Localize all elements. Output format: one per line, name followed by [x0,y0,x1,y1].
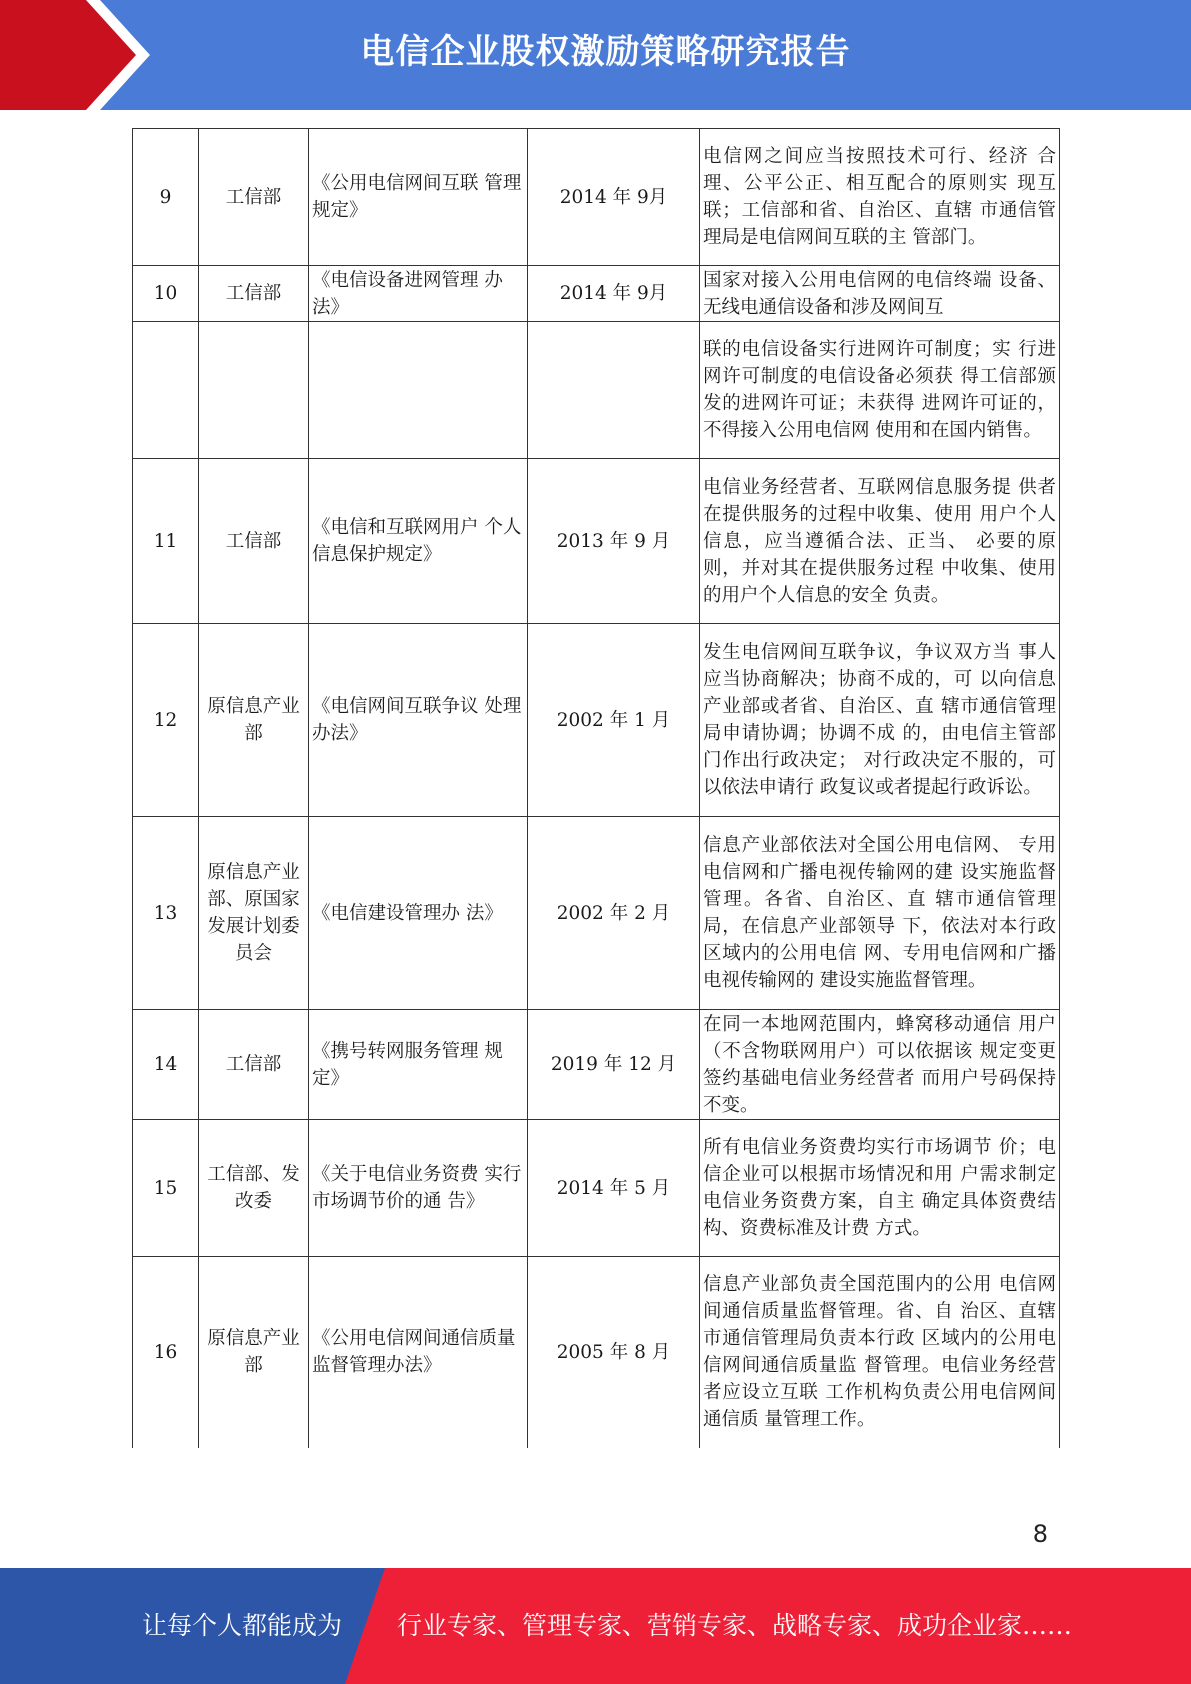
regulation-name: 《电信和互联网用户 个人信息保护规定》 [309,459,528,624]
effective-date: 2013 年 9 月 [528,459,700,624]
regulation-summary: 电信网之间应当按照技术可行、经济 合理、公平公正、相互配合的原则实 现互联；工信部和省、自治区、直辖 市通信管理局是电信网间互联的主 管部门。 [700,129,1060,266]
document-title: 电信企业股权激励策略研究报告 [360,32,851,72]
table-row [133,459,1060,624]
row-number [133,322,199,459]
issuing-department: 原信息产业部 [199,624,309,817]
effective-date: 2002 年 1 月 [528,624,700,817]
issuing-department: 工信部、发改委 [199,1120,309,1257]
issuing-department: 工信部 [199,459,309,624]
regulation-name [309,322,528,459]
page-number: 8 [1032,1520,1048,1548]
table-row [133,1010,1060,1120]
effective-date: 2002 年 2 月 [528,817,700,1010]
regulation-summary: 发生电信网间互联争议，争议双方当 事人应当协商解决；协商不成的，可 以向信息产业部或者省、自治区、直 辖市通信管理局申请协调；协调不成 的，由电信主管部门作出行政决定； 对行政决定不服的，可以依法申请行 政复议或者提起行政诉讼。 [700,624,1060,817]
regulation-name: 《电信设备进网管理 办法》 [309,266,528,322]
effective-date: 2014 年 9月 [528,129,700,266]
issuing-department: 工信部 [199,266,309,322]
issuing-department: 工信部 [199,129,309,266]
issuing-department: 原信息产业部、原国家发展计划委员会 [199,817,309,1010]
row-number: 12 [133,624,199,817]
issuing-department: 原信息产业部 [199,1257,309,1448]
regulation-summary: 信息产业部负责全国范围内的公用 电信网间通信质量监督管理。省、自 治区、直辖市通信管理局负责本行政 区域内的公用电信网间通信质量监 督管理。电信业务经营者应设立互联 工作机构负责公用电信网间通信质 量管理工作。 [700,1257,1060,1448]
table-row [133,624,1060,817]
footer-slogan-left: 让每个人都能成为 [142,1611,343,1640]
issuing-department: 工信部 [199,1010,309,1120]
table-row [133,817,1060,1010]
table-row [133,322,1060,459]
regulation-name: 《电信建设管理办 法》 [309,817,528,1010]
regulation-summary: 在同一本地网范围内，蜂窝移动通信 用户（不含物联网用户）可以依据该 规定变更签约基础电信业务经营者 而用户号码保持不变。 [700,1010,1060,1120]
page-footer [0,1568,1191,1684]
row-number: 9 [133,129,199,266]
row-number: 13 [133,817,199,1010]
regulation-name: 《公用电信网间互联 管理规定》 [309,129,528,266]
regulation-summary: 联的电信设备实行进网许可制度；实 行进网许可制度的电信设备必须获 得工信部颁发的进网许可证；未获得 进网许可证的，不得接入公用电信网 使用和在国内销售。 [700,322,1060,459]
regulation-summary: 国家对接入公用电信网的电信终端 设备、无线电通信设备和涉及网间互 [700,266,1060,322]
effective-date: 2014 年 5 月 [528,1120,700,1257]
table-row [133,129,1060,266]
table-row [133,1257,1060,1448]
row-number: 10 [133,266,199,322]
effective-date: 2014 年 9月 [528,266,700,322]
regulation-summary: 电信业务经营者、互联网信息服务提 供者在提供服务的过程中收集、使用 用户个人信息，应当遵循合法、正当、 必要的原则，并对其在提供服务过程 中收集、使用的用户个人信息的安全 负责。 [700,459,1060,624]
effective-date: 2019 年 12 月 [528,1010,700,1120]
regulations-table [132,128,1060,1448]
row-number: 16 [133,1257,199,1448]
page-header [0,0,1191,110]
table-row [133,266,1060,322]
regulation-name: 《关于电信业务资费 实行市场调节价的通 告》 [309,1120,528,1257]
table-row [133,1120,1060,1257]
regulation-name: 《电信网间互联争议 处理办法》 [309,624,528,817]
regulation-name: 《公用电信网间通信质量监督管理办法》 [309,1257,528,1448]
effective-date [528,322,700,459]
row-number: 14 [133,1010,199,1120]
row-number: 15 [133,1120,199,1257]
regulation-summary: 信息产业部依法对全国公用电信网、 专用电信网和广播电视传输网的建 设实施监督管理。各省、自治区、直 辖市通信管理局，在信息产业部领导 下，依法对本行政区域内的公用电信 网、专用电信网和广播电视传输网的 建设实施监督管理。 [700,817,1060,1010]
regulation-summary: 所有电信业务资费均实行市场调节 价；电信企业可以根据市场情况和用 户需求制定电信业务资费方案，自主 确定具体资费结构、资费标准及计费 方式。 [700,1120,1060,1257]
row-number: 11 [133,459,199,624]
footer-slogan-right: 行业专家、管理专家、营销专家、战略专家、成功企业家…… [397,1611,1073,1640]
regulation-name: 《携号转网服务管理 规定》 [309,1010,528,1120]
effective-date: 2005 年 8 月 [528,1257,700,1448]
issuing-department [199,322,309,459]
